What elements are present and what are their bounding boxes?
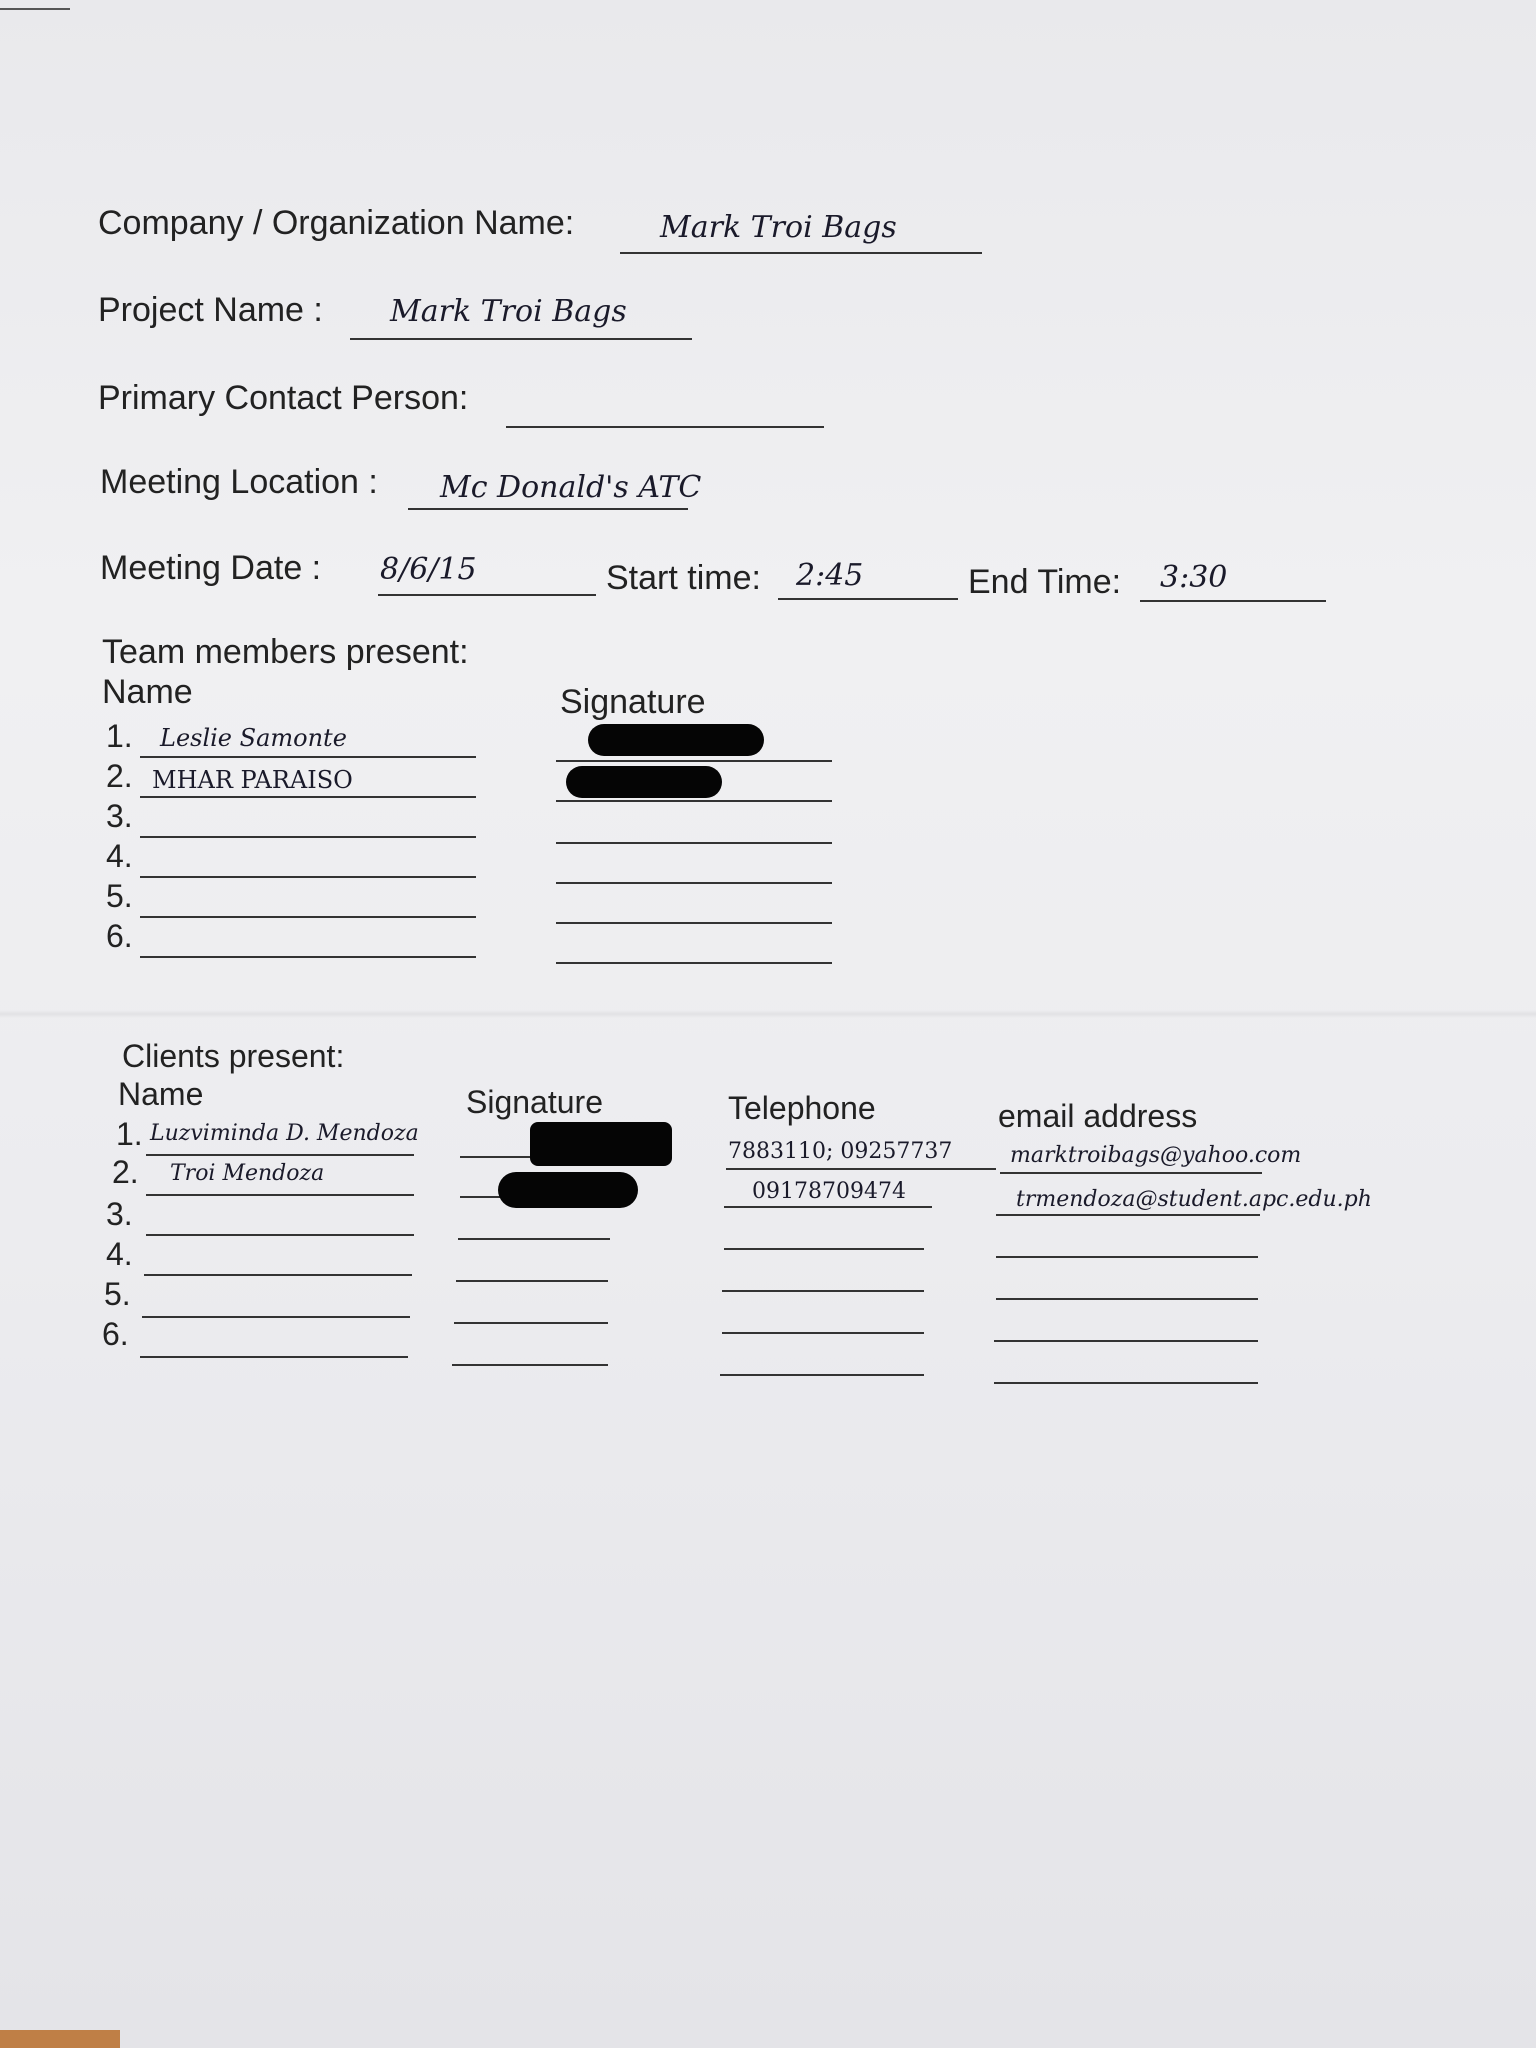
company-label: Company / Organization Name: xyxy=(98,204,575,242)
team-name-line xyxy=(140,756,476,758)
team-signature-line xyxy=(556,760,832,762)
redacted-signature xyxy=(498,1172,638,1208)
team-name-line xyxy=(140,956,476,958)
end-time-label: End Time: xyxy=(968,563,1122,601)
date-line xyxy=(378,594,596,596)
project-label: Project Name : xyxy=(98,291,323,329)
team-signature-line xyxy=(556,922,832,924)
team-row-num: 2. xyxy=(106,758,133,794)
clients-name-header: Name xyxy=(118,1076,204,1112)
clients-email-header: email address xyxy=(998,1098,1198,1134)
date-value: 8/6/15 xyxy=(380,552,477,587)
client-name: Troi Mendoza xyxy=(170,1161,325,1186)
start-time-label: Start time: xyxy=(606,559,761,597)
team-title: Team members present: xyxy=(102,633,469,671)
client-row-num: 2. xyxy=(112,1154,139,1190)
client-telephone-line xyxy=(724,1248,924,1250)
client-row-num: 3. xyxy=(106,1196,133,1232)
team-signature-line xyxy=(556,882,832,884)
client-email: trmendoza@student.apc.edu.ph xyxy=(1016,1187,1372,1212)
client-name-line xyxy=(146,1234,414,1236)
end-time-value: 3:30 xyxy=(1160,560,1228,595)
location-label: Meeting Location : xyxy=(100,463,378,501)
company-value: Mark Troi Bags xyxy=(660,210,897,245)
team-name-line xyxy=(140,916,476,918)
client-email-line xyxy=(996,1214,1260,1216)
end-time-line xyxy=(1140,600,1326,602)
team-name-line xyxy=(140,836,476,838)
client-telephone-line xyxy=(722,1332,924,1334)
client-row-num: 1. xyxy=(116,1116,143,1152)
location-value: Mc Donald's ATC xyxy=(440,470,702,505)
redacted-signature xyxy=(530,1122,672,1166)
client-email-line xyxy=(1000,1172,1262,1174)
company-line xyxy=(620,252,982,254)
team-signature-line xyxy=(556,842,832,844)
client-telephone: 09178709474 xyxy=(752,1179,906,1204)
client-telephone-line xyxy=(722,1290,924,1292)
client-name: Luzviminda D. Mendoza xyxy=(150,1121,419,1146)
team-row-num: 4. xyxy=(106,838,133,874)
clients-telephone-header: Telephone xyxy=(728,1090,876,1126)
client-row-num: 4. xyxy=(106,1236,133,1272)
contact-label: Primary Contact Person: xyxy=(98,379,469,417)
team-row-num: 3. xyxy=(106,798,133,834)
team-signature-line xyxy=(556,962,832,964)
client-signature-line xyxy=(454,1322,608,1324)
redacted-signature xyxy=(588,724,764,756)
desk-edge xyxy=(0,2030,120,2048)
clients-signature-header: Signature xyxy=(466,1084,603,1120)
team-row-num: 5. xyxy=(106,878,133,914)
client-name-line xyxy=(146,1194,414,1196)
project-value: Mark Troi Bags xyxy=(390,294,627,329)
client-email-line xyxy=(994,1340,1258,1342)
paper-fold xyxy=(0,1010,1536,1018)
client-name-line xyxy=(144,1274,412,1276)
client-telephone-line xyxy=(726,1168,996,1170)
client-signature-line xyxy=(452,1364,608,1366)
team-member-name: MHAR PARAISO xyxy=(152,766,353,794)
team-name-line xyxy=(140,876,476,878)
location-line xyxy=(408,508,688,510)
client-telephone-line xyxy=(724,1206,932,1208)
client-signature-line xyxy=(456,1280,608,1282)
team-row-num: 1. xyxy=(106,718,133,754)
client-row-num: 6. xyxy=(102,1316,129,1352)
contact-line xyxy=(506,426,824,428)
team-member-name: Leslie Samonte xyxy=(160,724,347,752)
team-name-line xyxy=(140,796,476,798)
clients-title: Clients present: xyxy=(122,1038,345,1074)
client-email: marktroibags@yahoo.com xyxy=(1010,1143,1302,1168)
client-telephone: 7883110; 09257737 xyxy=(728,1139,953,1164)
client-email-line xyxy=(996,1256,1258,1258)
corner-mark xyxy=(0,8,70,10)
project-line xyxy=(350,338,692,340)
client-row-num: 5. xyxy=(104,1276,131,1312)
team-signature-line xyxy=(556,800,832,802)
client-signature-line xyxy=(458,1238,610,1240)
client-telephone-line xyxy=(720,1374,924,1376)
client-name-line xyxy=(142,1316,410,1318)
client-email-line xyxy=(994,1382,1258,1384)
start-time-value: 2:45 xyxy=(796,558,864,593)
client-email-line xyxy=(996,1298,1258,1300)
start-time-line xyxy=(778,598,958,600)
team-row-num: 6. xyxy=(106,918,133,954)
team-name-header: Name xyxy=(102,673,193,711)
date-label: Meeting Date : xyxy=(100,549,322,587)
redacted-signature xyxy=(566,766,722,798)
team-signature-header: Signature xyxy=(560,683,706,721)
client-name-line xyxy=(140,1356,408,1358)
